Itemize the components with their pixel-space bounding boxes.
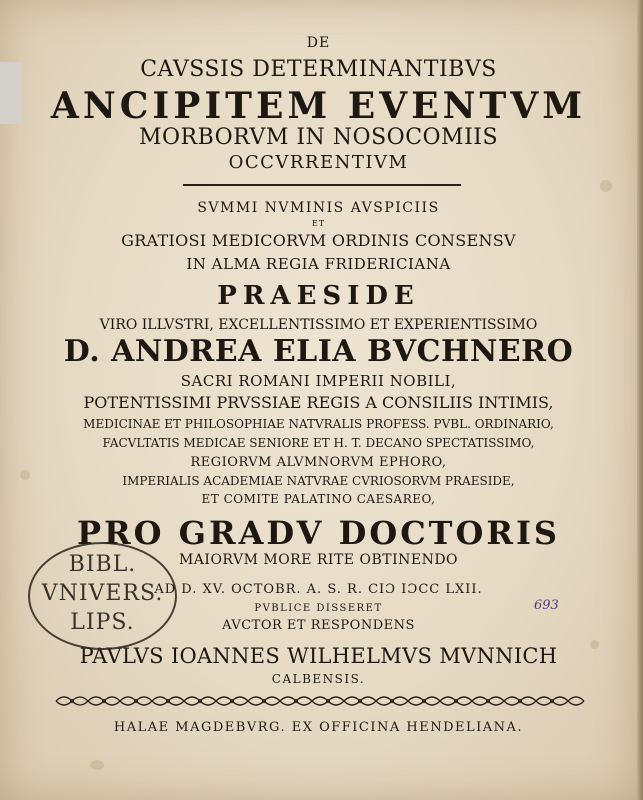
text-regiorum: REGIORVM ALVMNORVM EPHORO, [190,455,447,470]
title-line-causis: CAVSSIS DETERMINANTIBVS [140,57,497,82]
text-imperialis: IMPERIALIS ACADEMIAE NATVRAE CVRIOSORVM PRAESIDE, [122,474,515,488]
text-maiorum: MAIORVM MORE RITE OBTINENDO [178,552,459,568]
author-origin: CALBENSIS. [271,672,366,686]
text-summi: SVMMI NVMINIS AVSPICIIS [197,200,440,216]
text-publice: PVBLICE DISSERET [254,603,383,614]
text-date: AD D. XV. OCTOBR. A. S. R. CIƆ IƆCC LXII. [154,582,483,597]
text-auctor: AVCTOR ET RESPONDENS [222,618,415,633]
title-de: DE [306,35,331,51]
page-edge [637,0,643,800]
text-comite: ET COMITE PALATINO CAESAREO, [201,492,436,506]
text-sacri: SACRI ROMANI IMPERII NOBILI, [180,372,457,390]
title-line-ancipitem: ANCIPITEM EVENTVM [50,85,587,127]
title-line-morborum: MORBORVM IN NOSOCOMIIS [138,125,499,150]
stamp-line-lips: LIPS. [70,610,135,635]
text-facultatis: FACVLTATIS MEDICAE SENIORE ET H. T. DECANO SPECTATISSIMO, [102,436,535,450]
text-potentissimi: POTENTISSIMI PRVSSIAE REGIS A CONSILIIS INTIMIS, [83,393,554,412]
imprint: HALAE MAGDEBVRG. EX OFFICINA HENDELIANA. [113,720,524,735]
author-name: PAVLVS IOANNES WILHELMVS MVNNICH [79,644,558,668]
text-in-alma: IN ALMA REGIA FRIDERICIANA [186,255,451,273]
text-gratiosi: GRATIOSI MEDICORVM ORDINIS CONSENSV [121,231,516,250]
title-rule [183,184,461,186]
text-viro: VIRO ILLVSTRI, EXCELLENTISSIMO ET EXPERIENTISSIMO [99,317,538,333]
title-line-occurrentium: OCCVRRENTIVM [228,152,409,173]
library-stamp [28,542,177,650]
praeses-name: D. ANDREA ELIA BVCHNERO [63,334,574,369]
text-medicinae: MEDICINAE ET PHILOSOPHIAE NATVRALIS PROFESS. PVBL. ORDINARIO, [83,417,554,431]
stamp-line-univers: VNIVERS. [41,581,164,606]
text-et: ET [311,219,326,228]
text-praeside: PRAESIDE [217,281,420,311]
stamp-line-bibl: BIBL. [68,552,137,577]
text-pro-gradu: PRO GRADV DOCTORIS [76,514,561,552]
ornament-border [54,692,586,710]
handwritten-shelfmark: 693 [534,598,559,613]
